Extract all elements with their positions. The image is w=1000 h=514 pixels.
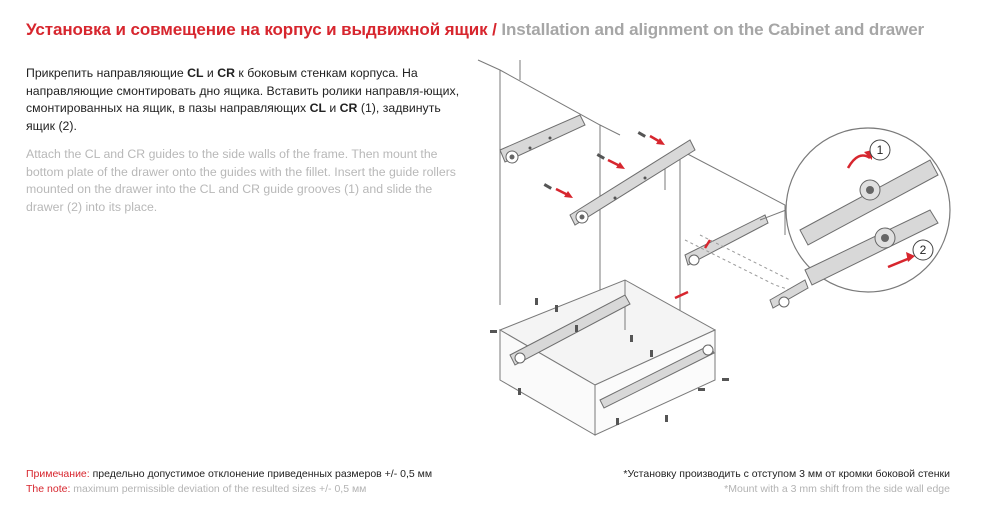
drawer-illustration <box>490 280 729 435</box>
guide-cl-label: CL <box>187 66 204 80</box>
instructions-ru-part: к боковым стенкам корпуса. На направляющие смонтировать дно ящика. Вставить ролики направля-ющих, смонтированных на ящик, в пазы направляющих <box>26 66 460 115</box>
zoom-detail <box>760 128 950 292</box>
instructions-ru-part: (1), задвинуть ящик (2). <box>26 101 441 133</box>
guide-rail-cl <box>500 115 585 163</box>
mount-note-en: *Mount with a 3 mm shift from the side wall edge <box>724 483 950 495</box>
instructions-ru-part: и <box>325 101 340 115</box>
title-ru: Установка и совмещение на корпус и выдвижной ящик <box>26 20 488 39</box>
step-2-label: 2 <box>919 243 927 257</box>
guide-rail-cr <box>570 140 695 225</box>
instructions-ru <box>26 65 466 135</box>
mount-note-ru: *Установку производить с отступом 3 мм от кромки боковой стенки <box>623 468 950 480</box>
note-label-en: The note: <box>26 483 71 495</box>
instructions-en: Attach the CL and CR guides to the side walls of the frame. Then mount the bottom plate of the drawer onto the guides with the fillet. Insert the guide rollers mounted on the drawer into the CL and CR guide grooves (1) and slide the drawer (2) into its place. <box>26 147 456 214</box>
guide-cr-label: CR <box>217 66 235 80</box>
tolerance-note <box>26 467 432 497</box>
note-text-ru: предельно допустимое отклонение приведенных размеров +/- 0,5 мм <box>89 468 433 480</box>
page-title <box>26 20 924 40</box>
guide-cl-label: CL <box>309 101 326 115</box>
note-label-ru: Примечание: <box>26 468 90 480</box>
mount-note <box>623 467 950 497</box>
instructions-ru-part: Прикрепить направляющие <box>26 66 188 80</box>
step-1-label: 1 <box>876 143 884 157</box>
title-separator: / <box>487 20 502 39</box>
instructions-ru-part: и <box>203 66 218 80</box>
title-en: Installation and alignment on the Cabinet and drawer <box>501 20 925 39</box>
guide-cr-label: CR <box>339 101 358 115</box>
installation-diagram <box>460 40 960 460</box>
mounting-screws <box>544 131 665 198</box>
note-text-en: maximum permissible deviation of the resulted sizes +/- 0,5 мм <box>70 483 367 495</box>
